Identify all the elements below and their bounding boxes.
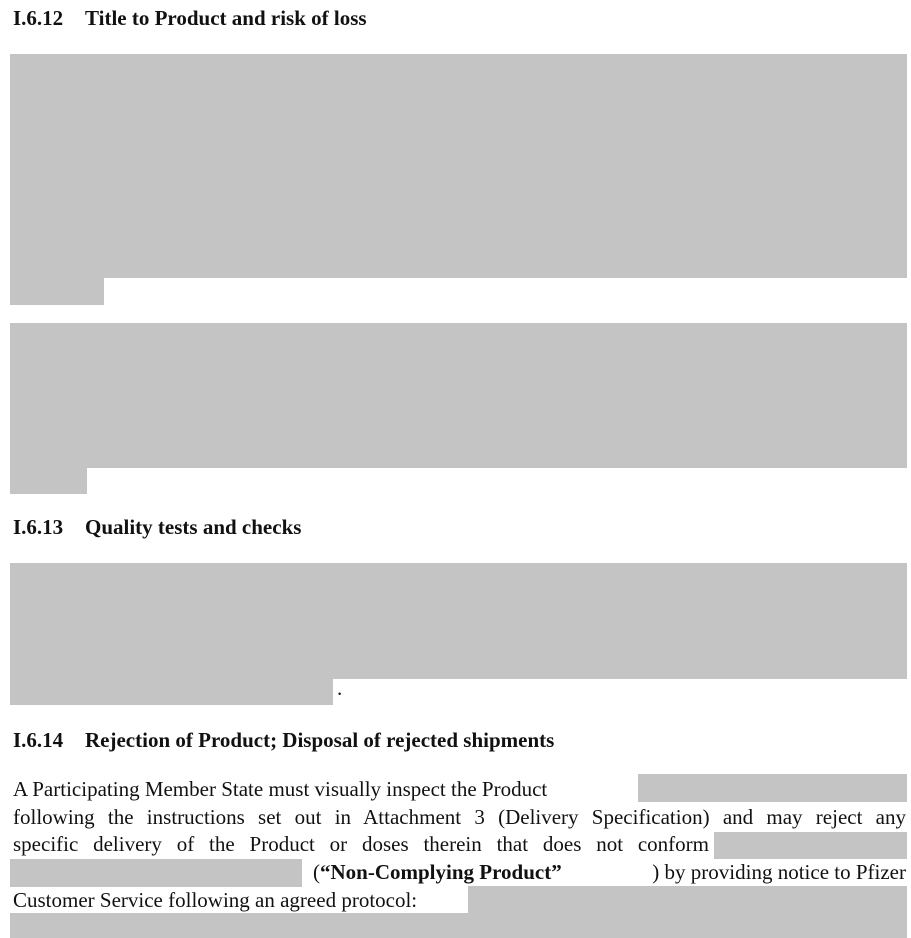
body-line-4 [313, 860, 906, 884]
redacted-block [10, 563, 907, 679]
body-line-2: following the instructions set out in Attachment 3 (Delivery Specification) and may reject any [13, 805, 906, 829]
section-title: Rejection of Product; Disposal of rejected shipments [85, 728, 555, 752]
body-line-4-rest: ) by providing notice to Pfizer [652, 860, 906, 884]
redacted-block [10, 913, 907, 938]
section-number: I.6.14 [13, 728, 64, 752]
redacted-inline [638, 774, 907, 802]
redacted-block [10, 323, 907, 468]
redacted-block [10, 54, 907, 278]
section-heading-i614 [13, 728, 554, 753]
redacted-block [10, 678, 333, 705]
section-heading-i612 [13, 6, 367, 31]
section-title: Quality tests and checks [85, 515, 302, 539]
body-line-1: A Participating Member State must visually inspect the Product [13, 777, 548, 801]
redacted-block [10, 277, 104, 305]
body-line-5: Customer Service following an agreed protocol: [13, 888, 418, 912]
section-heading-i613 [13, 515, 301, 540]
defined-term-group: (“Non-Complying Product” [313, 860, 562, 884]
redacted-inline [10, 859, 302, 887]
redacted-inline [714, 832, 907, 859]
body-line-3: specific delivery of the Product or doses therein that does not conform [13, 832, 709, 856]
section-number: I.6.13 [13, 515, 64, 539]
defined-term: “Non-Complying Product” [320, 860, 562, 884]
section-title: Title to Product and risk of loss [85, 6, 367, 30]
redacted-block [10, 467, 87, 494]
trailing-period: . [337, 676, 343, 700]
redacted-inline [468, 886, 907, 914]
section-number: I.6.12 [13, 6, 64, 30]
